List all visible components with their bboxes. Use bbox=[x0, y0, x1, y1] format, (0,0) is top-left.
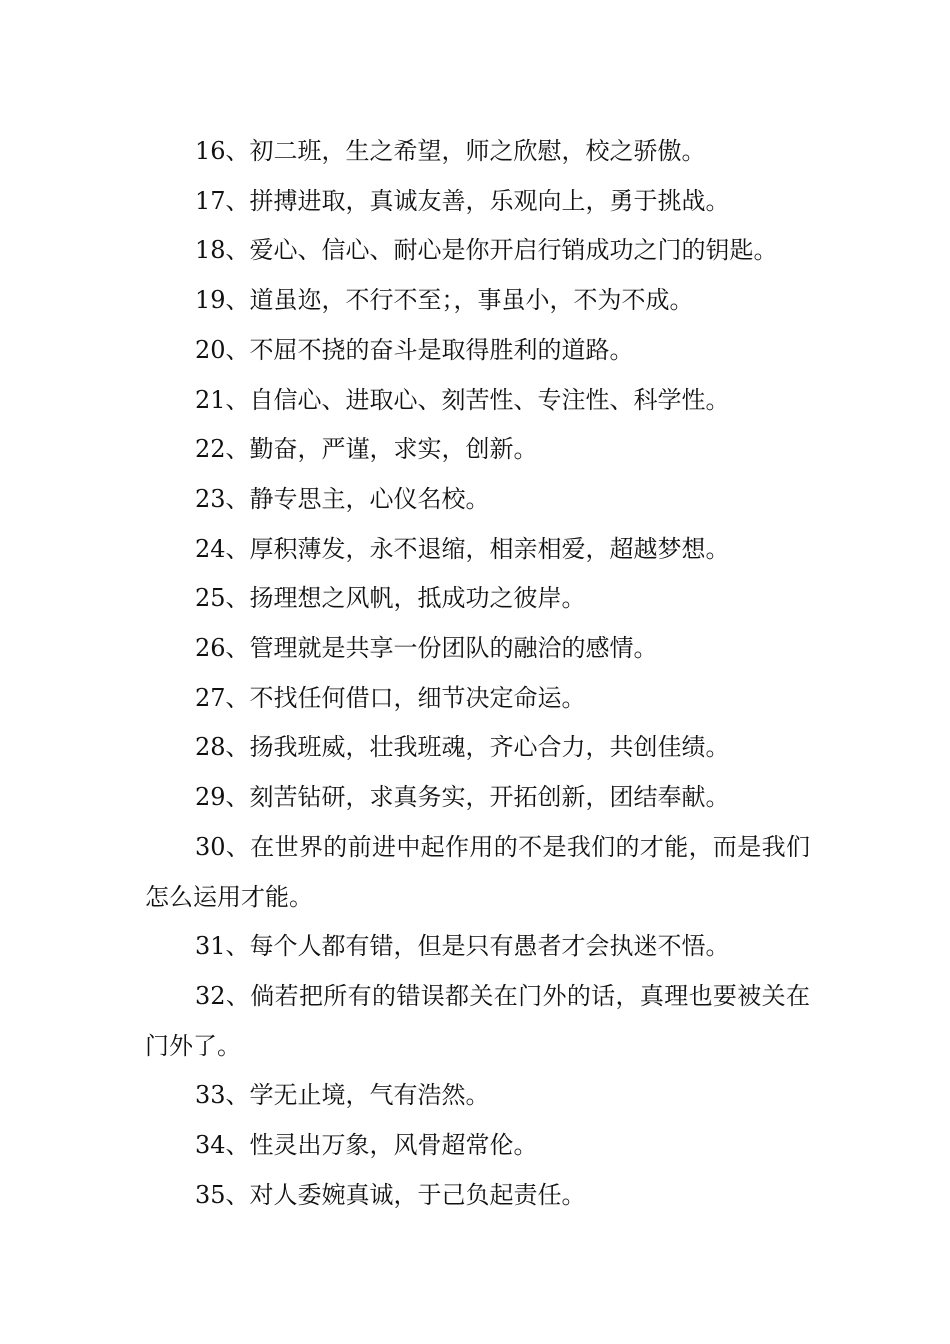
paragraph-24: 24、厚积薄发，永不退缩，相亲相爱，超越梦想。 bbox=[195, 534, 730, 563]
paragraph-21: 21、自信心、进取心、刻苦性、专注性、科学性。 bbox=[195, 385, 730, 414]
paragraph-23: 23、静专思主，心仪名校。 bbox=[195, 484, 490, 513]
paragraph-16: 16、初二班，生之希望，师之欣慰，校之骄傲。 bbox=[195, 137, 706, 165]
paragraph-17: 17、拼搏进取，真诚友善，乐观向上，勇于挑战。 bbox=[195, 186, 730, 215]
paragraph-26: 26、管理就是共享一份团队的融洽的感情。 bbox=[195, 634, 658, 663]
paragraph-33: 33、学无止境，气有浩然。 bbox=[195, 1081, 490, 1110]
paragraph-32: 32、倘若把所有的错误都关在门外的话，真理也要被关在门外了。 bbox=[145, 981, 810, 1060]
paragraph-25: 25、扬理想之风帆，抵成功之彼岸。 bbox=[195, 584, 586, 613]
paragraph-19: 19、道虽迩，不行不至；，事虽小，不为不成。 bbox=[195, 286, 694, 315]
paragraph-29: 29、刻苦钻研，求真务实，开拓创新，团结奉献。 bbox=[195, 783, 730, 812]
paragraph-35: 35、对人委婉真诚，于己负起责任。 bbox=[195, 1180, 586, 1209]
paragraph-30: 30、在世界的前进中起作用的不是我们的才能，而是我们怎么运用才能。 bbox=[145, 832, 810, 911]
document-body bbox=[145, 127, 810, 1220]
paragraph-34: 34、性灵出万象，风骨超常伦。 bbox=[195, 1131, 538, 1160]
paragraph-28: 28、扬我班威，壮我班魂，齐心合力，共创佳绩。 bbox=[195, 733, 730, 762]
paragraph-27: 27、不找任何借口，细节决定命运。 bbox=[195, 683, 586, 712]
paragraph-18: 18、爱心、信心、耐心是你开启行销成功之门的钥匙。 bbox=[195, 236, 778, 265]
paragraph-22: 22、勤奋，严谨，求实，创新。 bbox=[195, 435, 538, 464]
paragraph-20: 20、不屈不挠的奋斗是取得胜利的道路。 bbox=[195, 335, 634, 364]
paragraph-31: 31、每个人都有错，但是只有愚者才会执迷不悟。 bbox=[195, 932, 730, 961]
